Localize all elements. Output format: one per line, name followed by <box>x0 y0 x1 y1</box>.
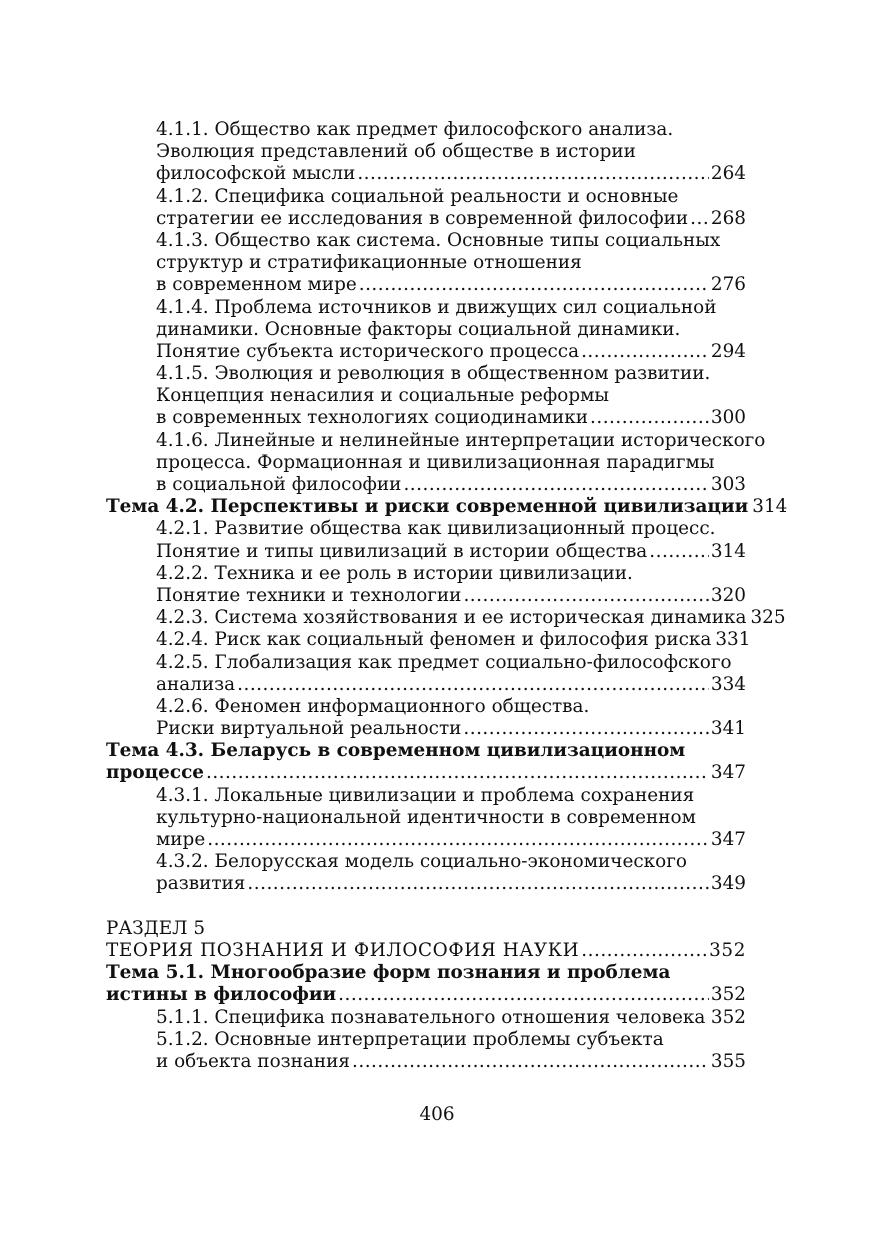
toc-entry-subtopic[interactable] <box>106 429 766 497</box>
toc-entry-line: динамики. Основные факторы социальной динамики. <box>156 318 681 340</box>
dot-leader <box>463 585 708 607</box>
toc-entry-title: развития <box>156 873 246 895</box>
toc-entry-last-line <box>106 407 746 429</box>
toc-entry-last-line <box>106 341 746 363</box>
toc-entry-line: Эволюция представлений об обществе в истории <box>156 141 636 163</box>
toc-entry-title: в социальной философии <box>156 474 402 495</box>
toc-entry-line: 4.1.1. Общество как предмет философского анализа. <box>156 119 674 140</box>
toc-entry-last-line <box>106 718 746 740</box>
dot-leader <box>690 208 709 230</box>
toc-entry-line: процесса. Формационная и цивилизационная парадигмы <box>156 451 715 473</box>
toc-entry-title: 4.2.4. Риск как социальный феномен и философия риска <box>156 629 712 651</box>
toc-entry-page: 341 <box>710 718 746 740</box>
dot-leader <box>207 829 709 851</box>
toc-entry-last-line <box>106 474 746 496</box>
toc-entry-subtopic[interactable] <box>106 230 746 297</box>
toc-entry-line: 4.1.2. Специфика социальной реальности и основные <box>156 185 679 207</box>
toc-entry-line: 4.2.5. Глобализация как предмет социально-философского <box>156 651 732 673</box>
toc-entry-topic[interactable] <box>106 962 746 1006</box>
dot-leader <box>359 274 709 296</box>
toc-entry-page: 347 <box>710 829 746 850</box>
toc-entry-page: 268 <box>710 207 746 229</box>
toc-entry-page: 314 <box>710 540 746 562</box>
toc-entry-page: 264 <box>710 163 746 185</box>
toc-entry-page: 352 <box>709 939 746 961</box>
toc-entry-subtopic[interactable] <box>106 119 746 186</box>
toc-entry-page: 294 <box>710 340 746 362</box>
toc-entry-title: Риски виртуальной реальности <box>156 718 462 740</box>
toc-entry-title: и объекта познания <box>156 1050 351 1072</box>
toc-entry-page: 355 <box>710 1050 746 1072</box>
table-of-contents <box>106 119 788 1073</box>
section-gap <box>106 896 746 918</box>
toc-entry-page: 334 <box>710 673 746 695</box>
dot-leader <box>581 940 707 962</box>
dot-leader <box>581 341 709 363</box>
dot-leader <box>338 984 709 1006</box>
toc-entry-title: философской мысли <box>156 163 356 185</box>
toc-entry-title: ТЕОРИЯ ПОЗНАНИЯ И ФИЛОСОФИЯ НАУКИ <box>106 939 580 961</box>
toc-entry-last-line <box>106 496 788 518</box>
toc-entry-last-line <box>106 208 746 230</box>
dot-leader <box>247 873 708 895</box>
dot-leader <box>590 407 709 429</box>
toc-entry-title: в современных технологиях социодинамики <box>156 407 589 429</box>
toc-entry-section[interactable] <box>106 918 746 962</box>
dot-leader <box>649 541 709 563</box>
toc-entry-subtopic[interactable] <box>106 696 746 740</box>
toc-entry-page: 352 <box>710 1006 746 1028</box>
toc-entry-last-line <box>106 762 746 784</box>
toc-entry-line: 4.3.2. Белорусская модель социально-экономического <box>156 851 687 873</box>
toc-entry-last-line <box>106 674 746 696</box>
toc-entry-last-line <box>106 1007 746 1029</box>
toc-entry-title: Тема 4.2. Перспективы и риски современной цивилизации <box>106 496 749 518</box>
toc-entry-page: 325 <box>750 607 786 629</box>
toc-entry-last-line <box>106 541 746 563</box>
toc-entry-line: 4.1.4. Проблема источников и движущих сил социальной <box>156 296 717 318</box>
toc-entry-subtopic[interactable] <box>106 607 786 629</box>
toc-entry-page: 347 <box>710 762 746 784</box>
toc-entry-title: Понятие субъекта исторического процесса <box>156 340 580 362</box>
dot-leader <box>463 718 709 740</box>
toc-entry-title: Понятие техники и технологии <box>156 584 462 606</box>
toc-entry-last-line <box>106 829 746 851</box>
toc-entry-page: 331 <box>715 629 751 651</box>
toc-entry-page: 314 <box>752 496 788 518</box>
toc-entry-line: 4.1.6. Линейные и нелинейные интерпретации исторического <box>156 429 766 451</box>
dot-leader <box>237 674 709 696</box>
toc-entry-title: Понятие и типы цивилизаций в истории общества <box>156 540 648 562</box>
toc-entry-line: Тема 4.3. Беларусь в современном цивилизационном <box>106 740 686 762</box>
toc-entry-page: 349 <box>710 873 746 895</box>
toc-entry-subtopic[interactable] <box>106 363 746 430</box>
dot-leader <box>403 474 708 496</box>
toc-entry-line: 4.1.3. Общество как система. Основные типы социальных <box>156 229 721 251</box>
toc-entry-page: 300 <box>710 407 746 429</box>
toc-entry-topic[interactable] <box>106 740 746 784</box>
toc-entry-title: мире <box>156 829 206 850</box>
toc-entry-line: Концепция ненасилия и социальные реформы <box>156 385 610 407</box>
toc-entry-line: 4.2.1. Развитие общества как цивилизационный процесс. <box>156 518 716 540</box>
toc-entry-last-line <box>106 585 746 607</box>
toc-entry-subtopic[interactable] <box>106 1029 746 1073</box>
toc-entry-subtopic[interactable] <box>106 629 751 651</box>
toc-entry-subtopic[interactable] <box>106 297 746 364</box>
toc-entry-title: стратегии ее исследования в современной философии <box>156 207 689 229</box>
toc-entry-title: в современном мире <box>156 274 357 296</box>
dot-leader <box>206 762 709 784</box>
dot-leader <box>352 1051 709 1073</box>
toc-entry-last-line <box>106 940 746 962</box>
toc-entry-subtopic[interactable] <box>106 563 746 607</box>
toc-entry-line: культурно-национальной идентичности в современном <box>156 806 696 828</box>
toc-entry-line: 4.2.6. Феномен информационного общества. <box>156 695 590 717</box>
toc-entry-subtopic[interactable] <box>106 851 746 895</box>
toc-entry-subtopic[interactable] <box>106 518 746 562</box>
toc-entry-title: 4.2.3. Система хозяйствования и ее историческая динамика <box>156 607 747 629</box>
toc-entry-line: 4.1.5. Эволюция и революция в общественном развитии. <box>156 363 711 385</box>
dot-leader <box>357 163 709 185</box>
toc-entry-last-line <box>106 629 751 651</box>
toc-entry-page: 352 <box>710 984 746 1006</box>
toc-entry-subtopic[interactable] <box>106 652 746 696</box>
dot-leader <box>707 1007 709 1029</box>
toc-entry-last-line <box>106 607 786 629</box>
toc-entry-last-line <box>106 163 746 185</box>
toc-entry-line: РАЗДЕЛ 5 <box>106 917 206 939</box>
toc-entry-line: 4.3.1. Локальные цивилизации и проблема сохранения <box>156 784 695 806</box>
toc-entry-page: 320 <box>710 584 746 606</box>
toc-entry-subtopic[interactable] <box>106 1007 746 1029</box>
toc-entry-line: Тема 5.1. Многообразие форм познания и проблема <box>106 962 671 984</box>
toc-entry-topic[interactable] <box>106 496 788 518</box>
toc-entry-page: 303 <box>710 474 746 495</box>
page-number: 406 <box>419 1104 455 1125</box>
toc-entry-page: 276 <box>710 274 746 296</box>
toc-entry-title: анализа <box>156 673 236 695</box>
toc-entry-subtopic[interactable] <box>106 785 746 852</box>
toc-entry-title: 5.1.1. Специфика познавательного отношения человека <box>156 1006 706 1028</box>
toc-entry-line: 4.2.2. Техника и ее роль в истории цивилизации. <box>156 562 633 584</box>
toc-entry-line: структур и стратификационные отношения <box>156 252 582 274</box>
toc-entry-last-line <box>106 1051 746 1073</box>
toc-entry-last-line <box>106 873 746 895</box>
toc-entry-title: истины в философии <box>106 984 337 1006</box>
toc-entry-subtopic[interactable] <box>106 186 746 230</box>
toc-entry-line: 5.1.2. Основные интерпретации проблемы субъекта <box>156 1028 664 1050</box>
toc-entry-last-line <box>106 984 746 1006</box>
toc-entry-title: процессе <box>106 762 204 784</box>
toc-entry-last-line <box>106 274 746 296</box>
